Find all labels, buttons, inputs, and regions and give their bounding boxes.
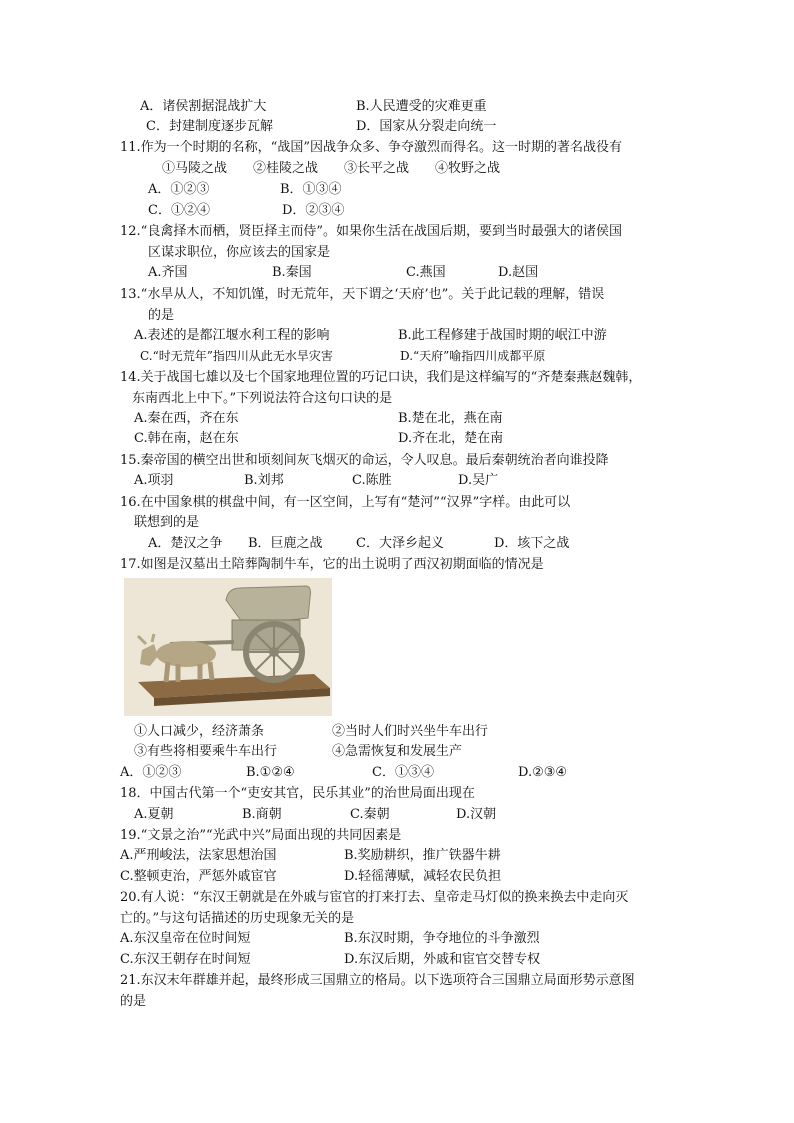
q19-option-b: B.奖励耕织，推广铁器牛耕	[344, 848, 501, 863]
q16-option-d: D．垓下之战	[494, 536, 570, 551]
q20-option-c: C.东汉王朝存在时间短	[120, 952, 251, 967]
q20-option-b: B.东汉时期，争夺地位的斗争激烈	[344, 931, 540, 946]
q14-option-d: D.齐在北，楚在南	[398, 431, 504, 446]
q18-option-d: D.汉朝	[456, 807, 497, 822]
q14-stem-line2: 东南西北上中下。”下列说法符合这句口诀的是	[132, 391, 393, 406]
q17-option-c: C．①③④	[372, 765, 434, 780]
q17-item-2: ②当时人们时兴坐牛车出行	[332, 724, 489, 739]
q15-option-a: A.项羽	[134, 473, 174, 488]
q16-option-b: B．巨鹿之战	[248, 536, 323, 551]
q16-option-c: C．大泽乡起义	[356, 536, 444, 551]
q18-option-c: C.秦朝	[350, 807, 390, 822]
q14-option-b: B.楚在北，燕在南	[398, 411, 503, 426]
q17-item-3: ③有些将相要乘牛车出行	[134, 744, 278, 759]
q15-option-d: D.吴广	[458, 473, 499, 488]
q17-item-1: ①人口减少，经济萧条	[134, 724, 265, 739]
q11-option-b: B．①③④	[280, 182, 342, 197]
q13-option-a: A.表述的是都江堰水利工程的影响	[134, 328, 330, 343]
q10-option-c: C．封建制度逐步瓦解	[146, 119, 273, 134]
q10-option-b: B.人民遭受的灾难更重	[356, 99, 487, 114]
q15-option-b: B.刘邦	[244, 473, 284, 488]
q16-stem-line2: 联想到的是	[134, 515, 200, 530]
q20-option-d: D.东汉后期，外戚和宦官交替专权	[344, 952, 541, 967]
q10-option-a: A．诸侯割据混战扩大	[140, 99, 267, 114]
q17-item-4: ④急需恢复和发展生产	[332, 744, 463, 759]
q12-option-d: D.赵国	[498, 265, 539, 280]
q18-option-a: A.夏朝	[134, 807, 174, 822]
ox-cart-pottery-image	[124, 578, 332, 716]
q11-items: ①马陵之战 ②桂陵之战 ③长平之战 ④牧野之战	[162, 161, 501, 176]
q10-option-d: D．国家从分裂走向统一	[356, 119, 497, 134]
q13-option-b: B.此工程修建于战国时期的岷江中游	[398, 328, 607, 343]
q21-stem-line1: 21.东汉末年群雄并起，最终形成三国鼎立的格局。以下选项符合三国鼎立局面形势示意图	[120, 973, 635, 988]
ox-cart-illustration	[124, 578, 332, 716]
q21-stem-line2: 的是	[120, 994, 147, 1009]
q16-option-a: A．楚汉之争	[148, 536, 223, 551]
q19-stem: 19.“文景之治”“光武中兴”局面出现的共同因素是	[120, 828, 402, 843]
q11-option-a: A．①②③	[148, 182, 210, 197]
q12-option-c: C.燕国	[406, 265, 446, 280]
q14-stem-line1: 14.关于战国七雄以及七个国家地理位置的巧记口诀，我们是这样编写的“齐楚秦燕赵魏韩，	[120, 370, 642, 385]
q13-option-d: D.“天府”喻指四川成都平原	[400, 349, 546, 363]
q19-option-d: D.轻徭薄赋，减轻农民负担	[344, 869, 502, 884]
q20-stem-line1: 20.有人说：“东汉王朝就是在外戚与宦官的打来打去、皇帝走马灯似的换来换去中走向灭	[120, 890, 629, 905]
q18-stem: 18．中国古代第一个“吏安其官，民乐其业”的治世局面出现在	[120, 786, 475, 801]
q14-option-c: C.韩在南，赵在东	[134, 431, 239, 446]
q13-stem-line1: 13.“水旱从人，不知饥馑，时无荒年，天下谓之‘天府’也”。关于此记载的理解，错误	[120, 287, 605, 302]
q18-option-b: B.商朝	[242, 807, 282, 822]
q12-option-b: B.秦国	[272, 265, 312, 280]
q11-option-d: D．②③④	[282, 203, 345, 218]
q15-option-c: C.陈胜	[352, 473, 392, 488]
q14-option-a: A.秦在西，齐在东	[134, 411, 239, 426]
q11-stem: 11.作为一个时期的名称，“战国”因战争众多、争夺激烈而得名。这一时期的著名战役有	[120, 140, 622, 155]
q17-option-b: B.①②④	[246, 765, 295, 780]
q19-option-c: C.整顿吏治，严惩外戚宦官	[120, 869, 277, 884]
q12-stem-line1: 12.“良禽择木而栖，贤臣择主而侍”。如果你生活在战国后期，要到当时最强大的诸侯国	[120, 224, 622, 239]
q20-stem-line2: 亡的。”与这句话描述的历史现象无关的是	[120, 911, 355, 926]
q13-option-c: C.“时无荒年”指四川从此无水旱灾害	[140, 349, 333, 363]
q17-option-d: D.②③④	[518, 765, 568, 780]
q15-stem: 15.秦帝国的横空出世和顷刻间灰飞烟灭的命运，令人叹息。最后秦朝统治者向谁投降	[120, 453, 609, 468]
q12-stem-line2: 区谋求职位，你应该去的国家是	[148, 245, 331, 260]
q13-stem-line2: 的是	[148, 308, 175, 323]
q12-option-a: A.齐国	[148, 265, 188, 280]
q20-option-a: A.东汉皇帝在位时间短	[120, 931, 251, 946]
q17-option-a: A．①②③	[120, 765, 182, 780]
q17-stem: 17.如图是汉墓出土陪葬陶制牛车，它的出土说明了西汉初期面临的情况是	[120, 557, 544, 572]
q19-option-a: A.严刑峻法，法家思想治国	[120, 848, 277, 863]
q16-stem-line1: 16.在中国象棋的棋盘中间，有一区空间，上写有“楚河”“汉界”字样。由此可以	[120, 495, 571, 510]
q11-option-c: C．①②④	[148, 203, 210, 218]
